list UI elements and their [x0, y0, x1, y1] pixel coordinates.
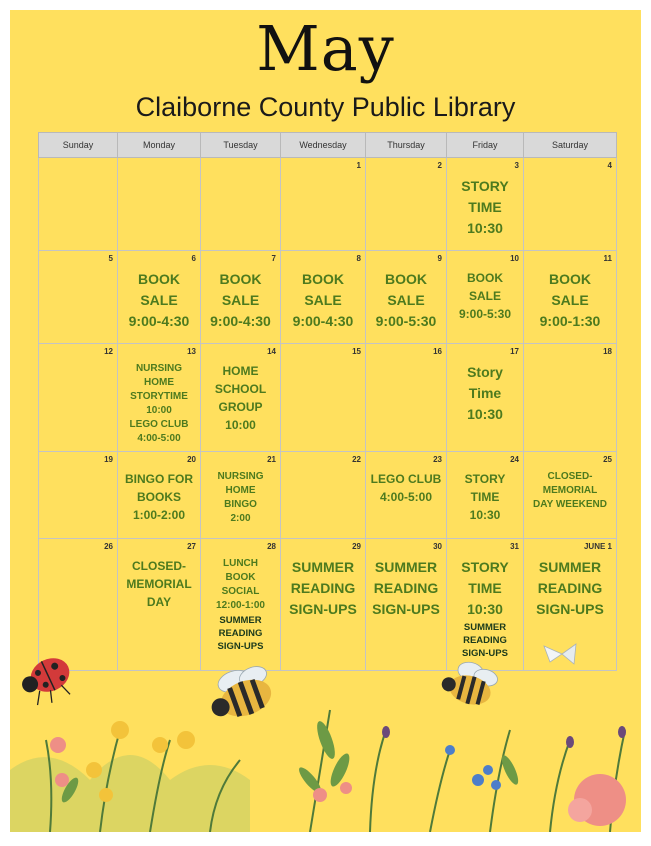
day-number: 22	[352, 455, 361, 464]
event-label: SUMMER READING SIGN-UPS	[289, 559, 357, 617]
day-number: 19	[104, 455, 113, 464]
day-number: 4	[607, 161, 612, 170]
event-note: SUMMER READING SIGN-UPS	[217, 615, 264, 652]
weekday-header: Monday	[118, 133, 201, 158]
day-number: 23	[433, 455, 442, 464]
day-number: 21	[267, 455, 276, 464]
event-label: SUMMER READING SIGN-UPS	[372, 559, 440, 617]
day-number: 30	[433, 542, 442, 551]
day-number: 13	[187, 347, 196, 356]
day-number: 12	[104, 347, 113, 356]
event-label: SUMMER READING SIGN-UPS	[536, 559, 604, 617]
day-number: 20	[187, 455, 196, 464]
butterfly-icon	[544, 644, 576, 664]
day-number: JUNE 1	[583, 542, 612, 551]
weekday-header: Wednesday	[281, 133, 366, 158]
event-label: STORY TIME 10:30	[461, 559, 509, 617]
day-number: 28	[267, 542, 276, 551]
day-number: 29	[352, 542, 361, 551]
weekday-header: Thursday	[366, 133, 447, 158]
event-label: STORY TIME 10:30	[464, 472, 506, 522]
day-number: 10	[510, 254, 519, 263]
wildflowers-border	[10, 710, 626, 832]
calendar-page	[10, 10, 641, 832]
day-number: 25	[603, 455, 612, 464]
event-label: BOOK SALE 9:00-1:30	[539, 271, 601, 329]
decoration-layer	[10, 10, 641, 832]
event-label: CLOSED- MEMORIAL DAY	[126, 559, 192, 609]
event-label: BOOK SALE 9:00-4:30	[128, 271, 190, 329]
day-number: 6	[191, 254, 196, 263]
day-number: 9	[437, 254, 442, 263]
library-name: Claiborne County Public Library	[135, 92, 516, 122]
event-label: Story Time 10:30	[467, 364, 503, 422]
month-title: May	[256, 12, 395, 85]
event-note: SUMMER READING SIGN-UPS	[462, 622, 508, 659]
day-number: 5	[108, 254, 113, 263]
event-label: HOME SCHOOL GROUP 10:00	[214, 364, 267, 432]
event-label: BOOK SALE 9:00-4:30	[292, 271, 354, 329]
day-number: 24	[510, 455, 519, 464]
weekday-header: Sunday	[39, 133, 118, 158]
day-number: 16	[433, 347, 442, 356]
weekday-header: Saturday	[524, 133, 617, 158]
event-label: NURSING HOME STORYTIME 10:00 LEGO CLUB 4:00-5:00	[129, 363, 189, 444]
event-label: STORY TIME 10:30	[461, 178, 509, 236]
weekday-header: Friday	[447, 133, 524, 158]
event-label: NURSING HOME BINGO 2:00	[217, 471, 264, 524]
bee-icon	[438, 656, 500, 709]
event-label: LEGO CLUB 4:00-5:00	[370, 472, 442, 504]
day-number: 2	[437, 161, 442, 170]
event-label: LUNCH BOOK SOCIAL 12:00-1:00	[216, 558, 265, 611]
day-number: 1	[356, 161, 361, 170]
ladybug-icon	[16, 652, 79, 711]
day-number: 18	[603, 347, 612, 356]
day-number: 11	[603, 254, 612, 263]
event-label: BINGO FOR BOOKS 1:00-2:00	[125, 472, 193, 522]
day-number: 27	[187, 542, 196, 551]
day-number: 15	[352, 347, 361, 356]
day-number: 31	[510, 542, 519, 551]
event-label: BOOK SALE 9:00-5:30	[375, 271, 437, 329]
day-number: 26	[104, 542, 113, 551]
day-number: 14	[267, 347, 276, 356]
day-number: 17	[510, 347, 519, 356]
bee-icon	[202, 660, 278, 726]
day-number: 3	[514, 161, 519, 170]
event-label: BOOK SALE 9:00-5:30	[458, 271, 512, 321]
event-label: BOOK SALE 9:00-4:30	[210, 271, 271, 329]
event-label: CLOSED- MEMORIAL DAY WEEKEND	[533, 471, 607, 510]
day-number: 8	[356, 254, 361, 263]
weekday-header: Tuesday	[201, 133, 281, 158]
day-number: 7	[271, 254, 276, 263]
